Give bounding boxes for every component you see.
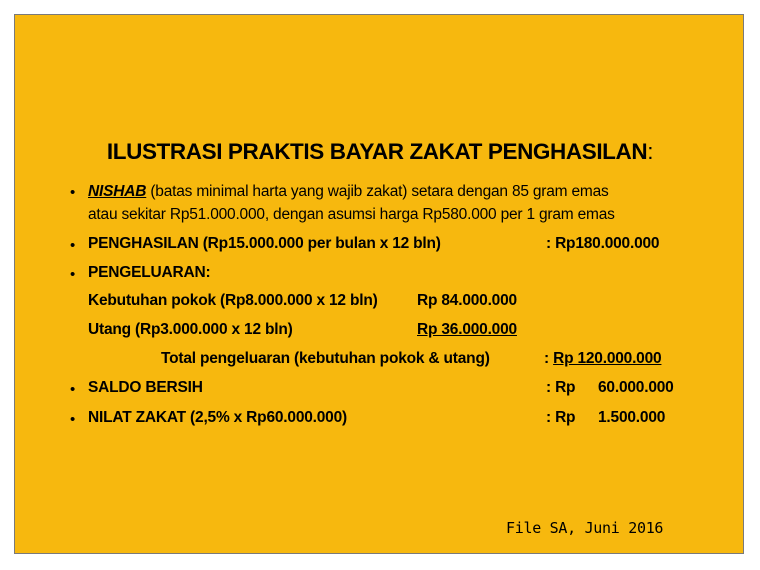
footer-source: File SA, Juni 2016 — [506, 519, 664, 537]
slide-background — [14, 14, 744, 554]
kebutuhan-label: Kebutuhan pokok (Rp8.000.000 x 12 bln) — [88, 292, 378, 309]
total-label: Total pengeluaran (kebutuhan pokok & utang) — [161, 350, 490, 367]
bullet-nishab: • — [70, 184, 76, 201]
nishab-text: (batas minimal harta yang wajib zakat) setara dengan 85 gram emas — [146, 183, 609, 200]
nishab-line2: atau sekitar Rp51.000.000, dengan asumsi harga Rp580.000 per 1 gram emas — [88, 206, 615, 223]
title-colon: : — [647, 139, 654, 164]
bullet-zakat: • — [70, 411, 76, 428]
nishab-label: NISHAB — [88, 183, 147, 200]
penghasilan-label: PENGHASILAN (Rp15.000.000 per bulan x 12 bln) — [88, 235, 441, 252]
bullet-penghasilan: • — [70, 237, 76, 254]
penghasilan-value: : Rp180.000.000 — [546, 235, 660, 252]
total-prefix: : — [544, 350, 554, 367]
saldo-prefix: : Rp — [546, 379, 576, 396]
saldo-label: SALDO BERSIH — [88, 379, 203, 396]
saldo-value: 60.000.000 — [598, 379, 674, 396]
nishab-line1 — [88, 183, 609, 201]
total-value-line — [544, 350, 661, 368]
zakat-detail: (2,5% x Rp60.000.000) — [185, 409, 347, 426]
kebutuhan-value: Rp 84.000.000 — [417, 292, 517, 309]
utang-label: Utang (Rp3.000.000 x 12 bln) — [88, 321, 293, 338]
zakat-label: NILAT ZAKAT — [88, 409, 186, 426]
pengeluaran-label: PENGELUARAN: — [88, 264, 211, 281]
bullet-saldo: • — [70, 381, 76, 398]
zakat-value: 1.500.000 — [598, 409, 666, 426]
total-value: Rp 120.000.000 — [553, 350, 662, 367]
title-text: ILUSTRASI PRAKTIS BAYAR ZAKAT PENGHASILAN — [106, 139, 648, 164]
zakat-label-line — [88, 409, 347, 427]
slide-title — [0, 139, 760, 165]
bullet-pengeluaran: • — [70, 266, 76, 283]
utang-value: Rp 36.000.000 — [417, 321, 517, 338]
zakat-prefix: : Rp — [546, 409, 576, 426]
